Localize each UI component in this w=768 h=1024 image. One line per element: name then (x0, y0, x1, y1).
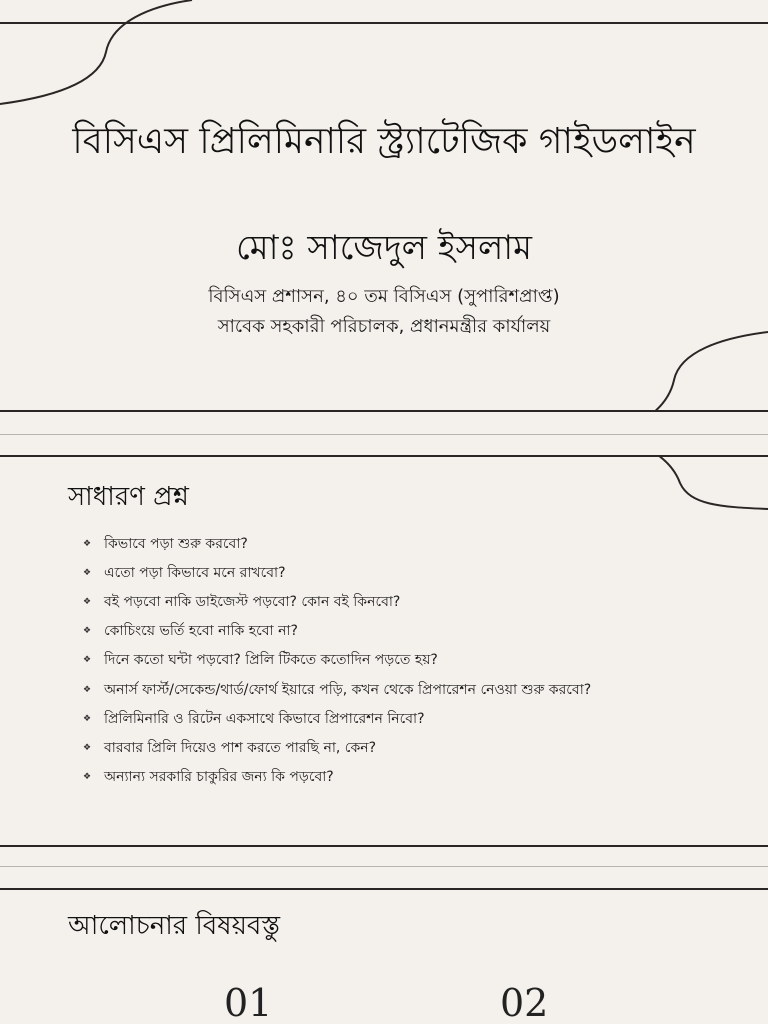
diamond-bullet-icon: ❖ (82, 742, 92, 753)
list-item (80, 617, 591, 646)
author-credential: বিসিএস প্রশাসন, ৪০ তম বিসিএস (সুপারিশপ্রাপ্ত) (208, 286, 560, 307)
diamond-bullet-icon: ❖ (82, 626, 92, 637)
top-left-curve (0, 0, 192, 104)
faq-heading: সাধারণ প্রশ্ন (68, 482, 189, 512)
cover-slide (0, 0, 768, 412)
slide-gap-rule (0, 434, 768, 435)
section-number-1: 01 (224, 981, 273, 1024)
right-curve-upper (612, 332, 768, 410)
diamond-bullet-icon: ❖ (82, 772, 92, 783)
list-item (80, 646, 591, 675)
list-item (80, 704, 591, 733)
list-item-text: অনার্স ফার্স্ট/সেকেন্ড/থার্ড/ফোর্থ ইয়ারে পড়ি, কখন থেকে প্রিপারেশন নেওয়া শুরু করবো? (104, 681, 592, 698)
top-rule (0, 22, 768, 24)
list-item (80, 529, 591, 558)
diamond-bullet-icon: ❖ (82, 684, 92, 695)
section-number-2: 02 (500, 981, 549, 1024)
list-item (80, 733, 591, 762)
list-item-text: প্রিলিমিনারি ও রিটেন একসাথে কিভাবে প্রিপারেশন নিবো? (104, 710, 425, 727)
diamond-bullet-icon: ❖ (82, 713, 92, 724)
right-curve-lower (612, 457, 768, 509)
author-name: মোঃ সাজেদুল ইসলাম (235, 228, 533, 268)
list-item (80, 558, 591, 587)
faq-list (80, 529, 591, 792)
list-item (80, 763, 591, 792)
contents-heading: আলোচনার বিষয়বস্তু (68, 911, 281, 941)
diamond-bullet-icon: ❖ (82, 538, 92, 549)
faq-slide (0, 455, 768, 847)
contents-slide (0, 888, 768, 1024)
diamond-bullet-icon: ❖ (82, 655, 92, 666)
list-item-text: বারবার প্রিলি দিয়েও পাশ করতে পারছি না, কেন? (104, 739, 377, 756)
diamond-bullet-icon: ❖ (82, 567, 92, 578)
page-title: বিসিএস প্রিলিমিনারি স্ট্র্যাটেজিক গাইডলাইন (72, 121, 696, 162)
list-item (80, 587, 591, 616)
list-item-text: অন্যান্য সরকারি চাকুরির জন্য কি পড়বো? (104, 769, 334, 786)
slide-gap-rule (0, 866, 768, 867)
list-item (80, 675, 591, 704)
decorative-curves (0, 0, 768, 410)
list-item-text: এতো পড়া কিভাবে মনে রাখবো? (104, 564, 286, 581)
diamond-bullet-icon: ❖ (82, 596, 92, 607)
list-item-text: বই পড়বো নাকি ডাইজেস্ট পড়বো? কোন বই কিনবো? (104, 593, 401, 610)
list-item-text: কিভাবে পড়া শুরু করবো? (104, 535, 248, 552)
author-former-role: সাবেক সহকারী পরিচালক, প্রধানমন্ত্রীর কার্যালয় (217, 316, 551, 337)
list-item-text: দিনে কতো ঘন্টা পড়বো? প্রিলি টিকতে কতোদিন পড়তে হয়? (104, 652, 438, 669)
list-item-text: কোচিংয়ে ভর্তি হবো নাকি হবো না? (104, 623, 298, 640)
